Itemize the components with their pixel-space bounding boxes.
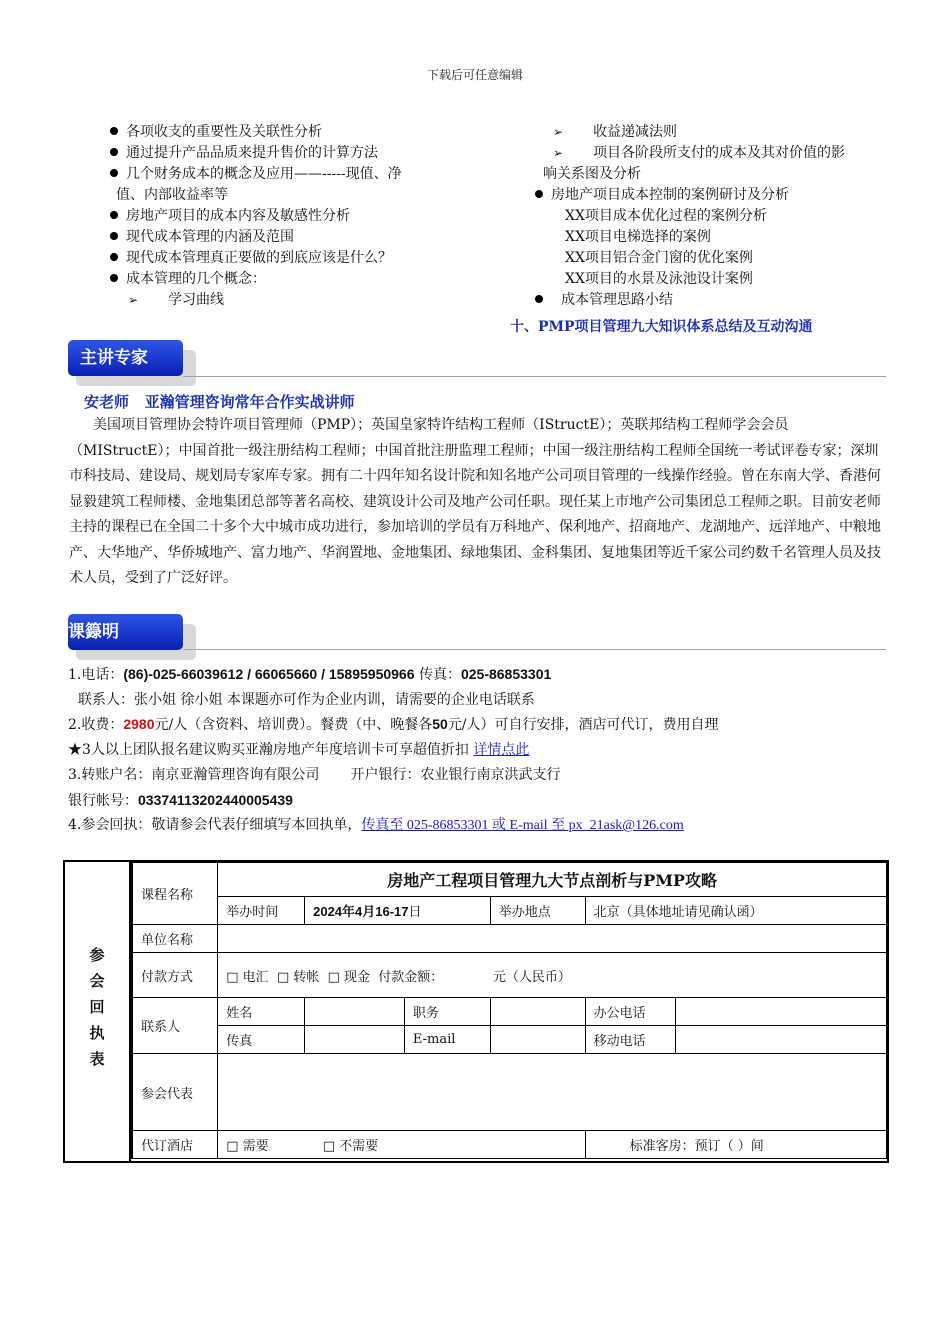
list-item: 成本管理思路小结	[535, 290, 845, 311]
fee-line: 2.收费：2980元/人（含资料、培训费）。餐费（中、晚餐各50元/人）可自行安排，酒店可代订，费用自理	[68, 716, 719, 734]
email-label: E-mail	[404, 1026, 490, 1054]
arrow-bullet-icon: ➢	[128, 293, 139, 307]
bullet-icon	[110, 253, 118, 261]
list-item: 几个财务成本的概念及应用——-----现值、净	[110, 164, 402, 185]
form-table	[131, 862, 887, 1159]
phone-numbers: (86)-025-66039612 / 66065660 / 15895950966	[123, 666, 415, 682]
discount-line: ★3人以上团队报名建议购买亚瀚房地产年度培训卡可享超值折扣 详情点此	[68, 742, 530, 759]
name-input[interactable]	[305, 998, 405, 1026]
expert-section-title: 主讲专家	[68, 340, 183, 376]
room-booking[interactable]: 标准客房：预订（ ）间	[585, 1131, 886, 1159]
bullet-icon	[110, 232, 118, 240]
reply-line: 4.参会回执：敬请参会代表仔细填写本回执单，传真至 025-86853301 或 E-mail 至 px_21ask@126.com	[68, 817, 684, 834]
details-link[interactable]: 详情点此	[473, 742, 530, 759]
hotel-need-option[interactable]: □ 需要	[226, 1139, 269, 1154]
page-header: 下载后可任意编辑	[426, 68, 523, 82]
notes-section-title: 课籙明	[68, 614, 183, 650]
attendee-input[interactable]	[218, 1054, 887, 1131]
position-input[interactable]	[490, 998, 585, 1026]
email-input[interactable]	[490, 1026, 585, 1054]
hotel-no-option[interactable]: □ 不需要	[322, 1139, 379, 1154]
fax-number: 025-86853301	[460, 666, 552, 682]
contacts-line: 联系人：张小姐 徐小姐 本课题亦可作为企业内训，请需要的企业电话联系	[78, 691, 535, 708]
section-ten-heading: 十、PMP项目管理九大知识体系总结及互动沟通	[510, 319, 813, 335]
list-item: ➢ 收益递减法则	[535, 122, 845, 143]
course-name-label: 课程名称	[132, 863, 218, 925]
payment-label: 付款方式	[132, 953, 218, 998]
place-value: 北京（具体地址请见确认函）	[585, 897, 886, 925]
mobile-input[interactable]	[676, 1026, 887, 1054]
registration-form	[63, 860, 889, 1163]
list-item-continuation: 值、内部收益率等	[116, 187, 228, 203]
contact-label: 联系人	[132, 998, 218, 1054]
left-column-list	[110, 122, 402, 311]
bullet-icon	[535, 190, 543, 198]
bullet-icon	[110, 127, 118, 135]
list-item: XX项目成本优化过程的案例分析	[565, 208, 767, 224]
bullet-icon	[110, 274, 118, 282]
office-phone-input[interactable]	[676, 998, 887, 1026]
place-label: 举办地点	[490, 897, 585, 925]
bullet-icon	[110, 169, 118, 177]
list-item-continuation: 响关系图及分析	[543, 166, 641, 182]
fax-email-link[interactable]: 传真至 025-86853301 或 E-mail 至 px_21ask@126.com	[361, 818, 684, 834]
account-number: 03374113202440005439	[138, 791, 293, 808]
list-item: ➢ 学习曲线	[110, 290, 402, 311]
bullet-icon	[110, 148, 118, 156]
form-side-label: 参 会 回 执 表	[65, 862, 131, 1161]
right-column-list	[535, 122, 845, 311]
payment-options[interactable]: □ 电汇 □ 转帐 □ 现金 付款金额： 元（人民币）	[218, 953, 887, 998]
list-item: 房地产项目的成本内容及敏感性分析	[110, 206, 402, 227]
list-item: XX项目铝合金门窗的优化案例	[565, 250, 753, 266]
meal-amount: 50	[432, 716, 448, 733]
mobile-label: 移动电话	[585, 1026, 676, 1054]
fee-amount: 2980	[123, 716, 155, 733]
bullet-icon	[110, 211, 118, 219]
fax-input[interactable]	[305, 1026, 405, 1054]
name-label: 姓名	[218, 998, 305, 1026]
expert-name-line: 安老师 亚瀚管理咨询常年合作实战讲师	[84, 393, 355, 411]
section-divider	[183, 376, 886, 377]
list-item: 通过提升产品品质来提升售价的计算方法	[110, 143, 402, 164]
list-item: 现代成本管理真正要做的到底应该是什么？	[110, 248, 402, 269]
list-item: 房地产项目成本控制的案例研讨及分析	[535, 185, 845, 206]
contact-info	[68, 662, 719, 839]
unit-label: 单位名称	[132, 925, 218, 953]
list-item: 成本管理的几个概念：	[110, 269, 402, 290]
hotel-label: 代订酒店	[132, 1131, 218, 1159]
time-value: 2024年4月16-17日	[305, 897, 491, 925]
expert-bio: 美国项目管理协会特许项目管理师（PMP）；英国皇家特许结构工程师（IStructE）；英联邦结构工程师学会会员（MIStructE）；中国首批一级注册结构工程师；中国首批注册监理工程师；中国一级注册结构工程师全国统一考试评卷专家；深圳市科技局、建设局、规划局专家库专家。拥有二十四年知名设计院和知名地产公司项目管理的一线操作经验。曾在东南大学、香港何显毅建筑工程师楼、金地集团总部等著名高校、建筑设计公司及地产公司任职。现任某上市地产公司集团总工程师之职。目前安老师主持的课程已在全国二十多个大中城市成功进行，参加培训的学员有万科地产、保利地产、招商地产、龙湖地产、远洋地产、中粮地产、大华地产、华侨城地产、富力地产、华润置地、金地集团、绿地集团、金科集团、复地集团等近千家公司约数千名管理人员及技术人员，受到了广泛好评。	[69, 417, 881, 586]
attendee-label: 参会代表	[132, 1054, 218, 1131]
course-title: 房地产工程项目管理九大节点剖析与PMP攻略	[218, 863, 887, 897]
list-item: 各项收支的重要性及关联性分析	[110, 122, 402, 143]
account-line: 3.转账户名：南京亚瀚管理咨询有限公司 开户银行：农业银行南京洪武支行	[68, 766, 561, 783]
list-item: XX项目的水景及泳池设计案例	[565, 271, 753, 287]
hotel-options[interactable]	[218, 1131, 585, 1159]
arrow-bullet-icon: ➢	[553, 146, 564, 160]
phone-line: 1.电话：(86)-025-66039612 / 66065660 / 15895950966 传真：025-86853301	[68, 666, 552, 683]
list-item: 现代成本管理的内涵及范围	[110, 227, 402, 248]
arrow-bullet-icon: ➢	[553, 125, 564, 139]
bullet-icon	[535, 295, 543, 303]
unit-name-input[interactable]	[218, 925, 887, 953]
time-label: 举办时间	[218, 897, 305, 925]
list-item: ➢ 项目各阶段所支付的成本及其对价值的影	[535, 143, 845, 164]
section-divider	[183, 649, 886, 650]
list-item: XX项目电梯选择的案例	[565, 229, 711, 245]
account-number-line: 银行帐号：03374113202440005439	[68, 791, 293, 809]
position-label: 职务	[404, 998, 490, 1026]
office-phone-label: 办公电话	[585, 998, 676, 1026]
fax-label: 传真	[218, 1026, 305, 1054]
